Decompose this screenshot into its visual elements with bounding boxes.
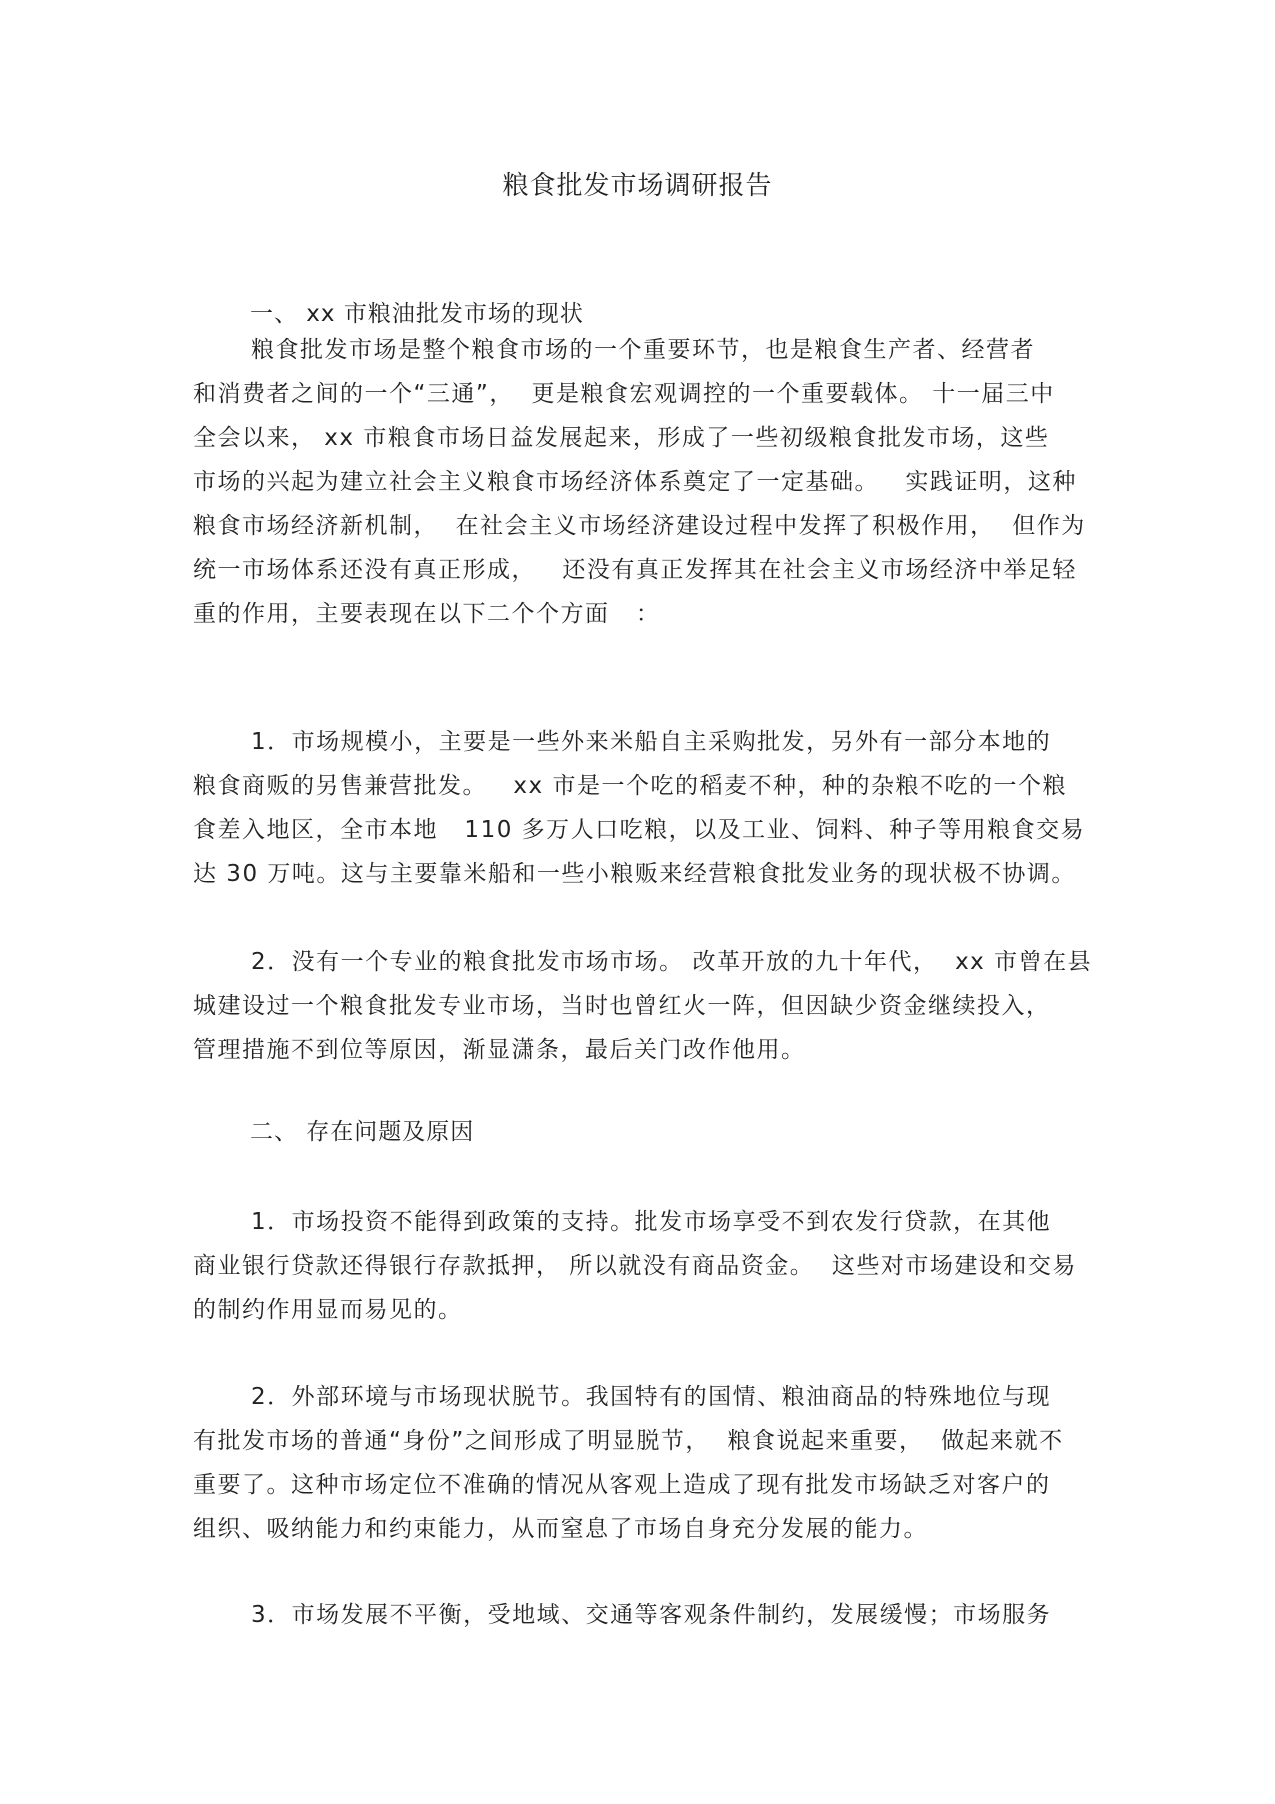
paragraph-line: 市场的兴起为建立社会主义粮食市场经济体系奠定了一定基础。 实践证明，这种: [193, 469, 1077, 495]
paragraph-line: 1．市场规模小，主要是一些外来米船自主采购批发，另外有一部分本地的: [251, 729, 1052, 755]
section-heading-2: 二、 存在问题及原因: [250, 1119, 475, 1145]
section-heading-1: 一、 xx 市粮油批发市场的现状: [250, 301, 584, 327]
paragraph-line: 1．市场投资不能得到政策的支持。批发市场享受不到农发行贷款，在其他: [251, 1209, 1052, 1235]
paragraph-line: 统一市场体系还没有真正形成， 还没有真正发挥其在社会主义市场经济中举足轻: [193, 557, 1077, 583]
paragraph-line: 达 30 万吨。这与主要靠米船和一些小粮贩来经营粮食批发业务的现状极不协调。: [193, 861, 1076, 887]
paragraph-line: 组织、吸纳能力和约束能力，从而窒息了市场自身充分发展的能力。: [193, 1516, 928, 1542]
paragraph-item-2-2: [193, 1375, 1093, 1551]
document-title: 粮食批发市场调研报告: [502, 171, 773, 201]
paragraph-item-2-3: [193, 1593, 1093, 1637]
paragraph-line: 2．没有一个专业的粮食批发市场市场。 改革开放的九十年代， xx 市曾在县: [251, 949, 1093, 975]
paragraph-item-1-1: [193, 720, 1093, 896]
paragraph-line: 3．市场发展不平衡，受地域、交通等客观条件制约，发展缓慢；市场服务: [251, 1602, 1052, 1628]
paragraph-line: 的制约作用显而易见的。: [193, 1297, 463, 1323]
paragraph-line: 城建设过一个粮食批发专业市场，当时也曾红火一阵，但因缺少资金继续投入，: [193, 993, 1051, 1019]
paragraph-intro: [193, 328, 1093, 636]
paragraph-line: 全会以来， xx 市粮食市场日益发展起来，形成了一些初级粮食批发市场，这些: [193, 425, 1050, 451]
paragraph-line: 粮食商贩的另售兼营批发。 xx 市是一个吃的稻麦不种，种的杂粮不吃的一个粮: [193, 773, 1067, 799]
paragraph-line: 食差入地区，全市本地 110 多万人口吃粮，以及工业、饲料、种子等用粮食交易: [193, 817, 1086, 843]
paragraph-line: 2．外部环境与市场现状脱节。我国特有的国情、粮油商品的特殊地位与现: [251, 1384, 1052, 1410]
paragraph-line: 粮食市场经济新机制， 在社会主义市场经济建设过程中发挥了积极作用， 但作为: [193, 513, 1086, 539]
paragraph-item-1-2: [193, 940, 1093, 1072]
paragraph-line: 有批发市场的普通“身份”之间形成了明显脱节， 粮食说起来重要， 做起来就不: [193, 1428, 1064, 1454]
paragraph-line: 和消费者之间的一个“三通”， 更是粮食宏观调控的一个重要载体。 十一届三中: [193, 381, 1055, 407]
paragraph-line: 管理措施不到位等原因，渐显潇条，最后关门改作他用。: [193, 1037, 806, 1063]
paragraph-line: 粮食批发市场是整个粮食市场的一个重要环节，也是粮食生产者、经营者: [251, 337, 1035, 363]
paragraph-item-2-1: [193, 1200, 1093, 1332]
paragraph-line: 重要了。这种市场定位不准确的情况从客观上造成了现有批发市场缺乏对客户的: [193, 1472, 1051, 1498]
paragraph-line: 商业银行贷款还得银行存款抵押， 所以就没有商品资金。 这些对市场建设和交易: [193, 1253, 1077, 1279]
paragraph-line: 重的作用，主要表现在以下二个个方面 ：: [193, 601, 661, 627]
